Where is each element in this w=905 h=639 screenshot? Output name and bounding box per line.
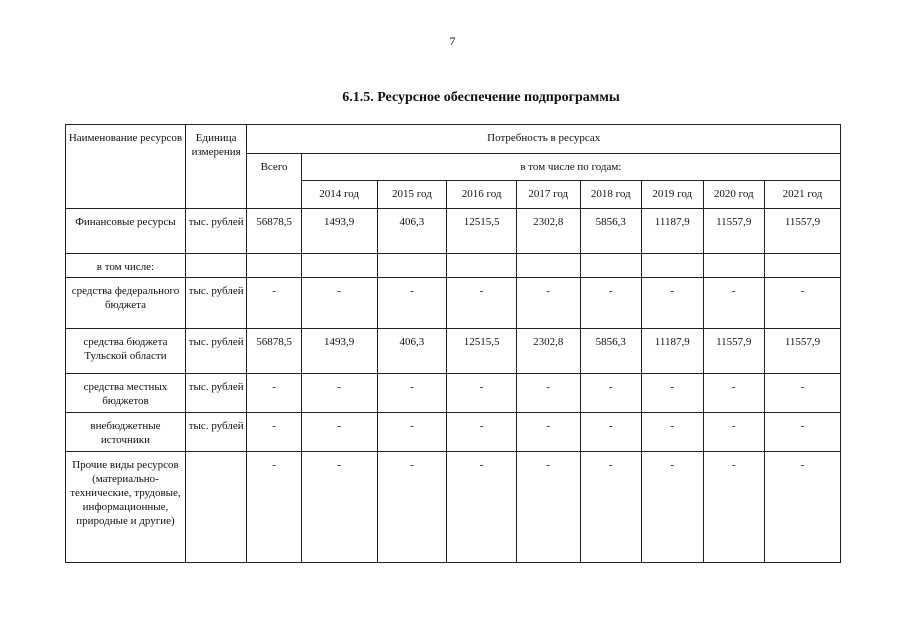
row-unit: [185, 254, 247, 278]
row-name: средства федерального бюджета: [66, 278, 186, 329]
row-unit: тыс. рублей: [185, 413, 247, 452]
header-year: 2014 год: [301, 181, 377, 209]
row-name: Прочие виды ресурсов (материально-технические, трудовые, информационные, природные и другие): [66, 452, 186, 563]
row-total: 56878,5: [247, 209, 301, 254]
row-value: 11557,9: [703, 329, 765, 374]
row-value: [580, 254, 642, 278]
row-value: -: [642, 452, 704, 563]
row-value: -: [447, 452, 517, 563]
row-value: -: [642, 278, 704, 329]
header-year: 2018 год: [580, 181, 642, 209]
row-value: [301, 254, 377, 278]
row-value: -: [703, 413, 765, 452]
row-value: -: [765, 452, 841, 563]
row-total: -: [247, 452, 301, 563]
header-year: 2016 год: [447, 181, 517, 209]
row-value: 11557,9: [765, 329, 841, 374]
resources-table: [65, 124, 841, 563]
table-row: [66, 374, 841, 413]
row-value: -: [765, 413, 841, 452]
row-value: [765, 254, 841, 278]
row-value: -: [703, 452, 765, 563]
row-value: -: [301, 452, 377, 563]
row-value: -: [516, 452, 580, 563]
table-row: [66, 278, 841, 329]
header-year: 2020 год: [703, 181, 765, 209]
row-value: -: [301, 374, 377, 413]
row-value: [516, 254, 580, 278]
header-year: 2021 год: [765, 181, 841, 209]
table-row: [66, 452, 841, 563]
table-row: [66, 413, 841, 452]
page-number: 7: [449, 34, 456, 48]
row-total: 56878,5: [247, 329, 301, 374]
row-value: -: [642, 374, 704, 413]
row-unit: тыс. рублей: [185, 209, 247, 254]
row-unit: [185, 452, 247, 563]
table-row: [66, 329, 841, 374]
row-value: 5856,3: [580, 329, 642, 374]
row-unit: тыс. рублей: [185, 278, 247, 329]
table-row: [66, 254, 841, 278]
row-value: -: [580, 278, 642, 329]
row-value: -: [377, 413, 447, 452]
row-value: -: [516, 374, 580, 413]
row-value: -: [377, 374, 447, 413]
row-unit: тыс. рублей: [185, 329, 247, 374]
row-name: Финансовые ресурсы: [66, 209, 186, 254]
row-value: 11187,9: [642, 329, 704, 374]
row-value: -: [580, 374, 642, 413]
row-value: -: [703, 374, 765, 413]
section-title: 6.1.5. Ресурсное обеспечение подпрограммы: [342, 90, 620, 105]
row-value: 11557,9: [703, 209, 765, 254]
row-value: 2302,8: [516, 209, 580, 254]
row-total: -: [247, 413, 301, 452]
row-total: -: [247, 374, 301, 413]
header-total: Всего: [247, 154, 301, 209]
row-name: внебюджетные источники: [66, 413, 186, 452]
row-name: средства местных бюджетов: [66, 374, 186, 413]
row-unit: тыс. рублей: [185, 374, 247, 413]
row-value: 11187,9: [642, 209, 704, 254]
row-name: в том числе:: [66, 254, 186, 278]
row-value: -: [642, 413, 704, 452]
row-value: -: [580, 452, 642, 563]
row-name: средства бюджета Тульской области: [66, 329, 186, 374]
row-value: 406,3: [377, 329, 447, 374]
header-by-years: в том числе по годам:: [301, 154, 840, 181]
row-value: -: [447, 278, 517, 329]
row-value: 12515,5: [447, 329, 517, 374]
row-value: 1493,9: [301, 209, 377, 254]
table-row: [66, 209, 841, 254]
row-value: -: [580, 413, 642, 452]
row-value: -: [765, 374, 841, 413]
row-value: -: [765, 278, 841, 329]
header-unit: Единица измерения: [185, 125, 247, 209]
header-year: 2019 год: [642, 181, 704, 209]
row-value: [703, 254, 765, 278]
row-value: 11557,9: [765, 209, 841, 254]
row-value: 2302,8: [516, 329, 580, 374]
row-value: -: [377, 278, 447, 329]
row-value: [642, 254, 704, 278]
header-row-1: [66, 125, 841, 154]
row-total: -: [247, 278, 301, 329]
header-resource-name: Наименование ресурсов: [66, 125, 186, 209]
row-value: -: [447, 374, 517, 413]
header-need: Потребность в ресурсах: [247, 125, 841, 154]
row-value: [447, 254, 517, 278]
row-value: -: [516, 278, 580, 329]
row-value: -: [516, 413, 580, 452]
row-value: 12515,5: [447, 209, 517, 254]
row-value: -: [301, 413, 377, 452]
row-value: -: [301, 278, 377, 329]
header-year: 2015 год: [377, 181, 447, 209]
header-year: 2017 год: [516, 181, 580, 209]
row-value: -: [377, 452, 447, 563]
row-value: -: [703, 278, 765, 329]
row-value: -: [447, 413, 517, 452]
row-value: 5856,3: [580, 209, 642, 254]
row-total: [247, 254, 301, 278]
row-value: [377, 254, 447, 278]
row-value: 1493,9: [301, 329, 377, 374]
row-value: 406,3: [377, 209, 447, 254]
